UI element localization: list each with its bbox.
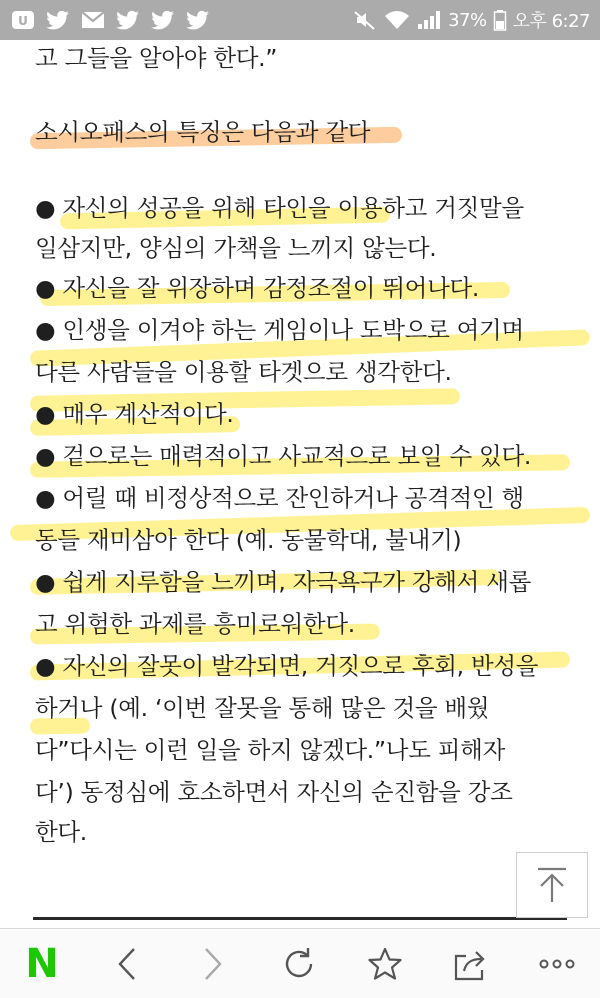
svg-text:U: U <box>18 14 28 28</box>
wifi-icon <box>384 9 410 31</box>
article-line: ● 자신을 잘 위장하며 감정조절이 뛰어나다. <box>35 274 480 302</box>
article-line: 다른 사람들을 이용할 타겟으로 생각한다. <box>35 358 452 386</box>
article-line: 일삼지만, 양심의 가책을 느끼지 않는다. <box>35 234 437 262</box>
article-line: ● 겉으로는 매력적이고 사교적으로 보일 수 있다. <box>35 442 532 470</box>
article-line: 동들 재미삼아 한다 (예. 동물학대, 불내기) <box>35 526 462 554</box>
arrow-up-icon <box>534 866 570 904</box>
battery-icon <box>493 9 507 31</box>
signal-icon <box>416 9 442 31</box>
share-icon <box>452 946 490 982</box>
article-line: 다’) 동정심에 호소하면서 자신의 순진함을 강조 <box>35 778 513 806</box>
article-line: 다”다시는 이런 일을 하지 않겠다.”나도 피해자 <box>35 736 505 764</box>
system-indicators <box>352 7 600 33</box>
article-line: ● 자신의 성공을 위해 타인을 이용하고 거짓말을 <box>35 194 524 222</box>
article-line: 하거나 (예. ‘이번 잘못을 통해 많은 것을 배웠 <box>35 694 490 722</box>
mute-icon <box>352 9 378 31</box>
browser-toolbar <box>0 928 600 998</box>
bookmark-star-icon <box>367 946 403 982</box>
article-line: 고 그들을 알아야 한다.” <box>35 44 278 72</box>
more-icon <box>538 958 576 970</box>
clock: 오후 6:27 <box>512 11 590 32</box>
refresh-icon <box>281 946 317 982</box>
twitter-icon <box>45 9 71 31</box>
home-button[interactable] <box>0 929 84 998</box>
article-line: ● 매우 계산적이다. <box>35 400 234 428</box>
refresh-button[interactable] <box>256 929 342 998</box>
bookmark-button[interactable] <box>342 929 428 998</box>
twitter-icon <box>185 9 211 31</box>
article-line: 한다. <box>35 818 87 846</box>
article-line: ● 인생을 이겨야 하는 게임이나 도박으로 여기며 <box>35 316 524 344</box>
article-line: ● 어릴 때 비정상적으로 잔인하거나 공격적인 행 <box>35 484 524 512</box>
status-bar <box>0 0 600 40</box>
notification-icons <box>0 9 211 31</box>
back-button[interactable] <box>84 929 170 998</box>
forward-icon <box>202 947 224 981</box>
back-icon <box>116 947 138 981</box>
content-divider <box>33 917 567 920</box>
twitter-icon <box>150 9 176 31</box>
gmail-icon <box>80 9 106 31</box>
forward-button[interactable] <box>170 929 256 998</box>
share-button[interactable] <box>428 929 514 998</box>
article-content[interactable] <box>0 40 600 928</box>
kakao-talk-icon <box>10 9 36 31</box>
article-heading: 소시오패스의 특징은 다음과 같다 <box>35 118 371 146</box>
article-line: 고 위험한 과제를 흥미로워한다. <box>35 610 355 638</box>
scroll-to-top-button[interactable] <box>516 852 588 918</box>
more-button[interactable] <box>514 929 600 998</box>
battery-percent: 37% <box>448 9 487 31</box>
twitter-icon <box>115 9 141 31</box>
naver-logo-icon: N <box>25 940 59 987</box>
article-line: ● 쉽게 지루함을 느끼며, 자극욕구가 강해서 새롭 <box>35 568 532 596</box>
article-line: ● 자신의 잘못이 발각되면, 거짓으로 후회, 반성을 <box>35 652 539 680</box>
